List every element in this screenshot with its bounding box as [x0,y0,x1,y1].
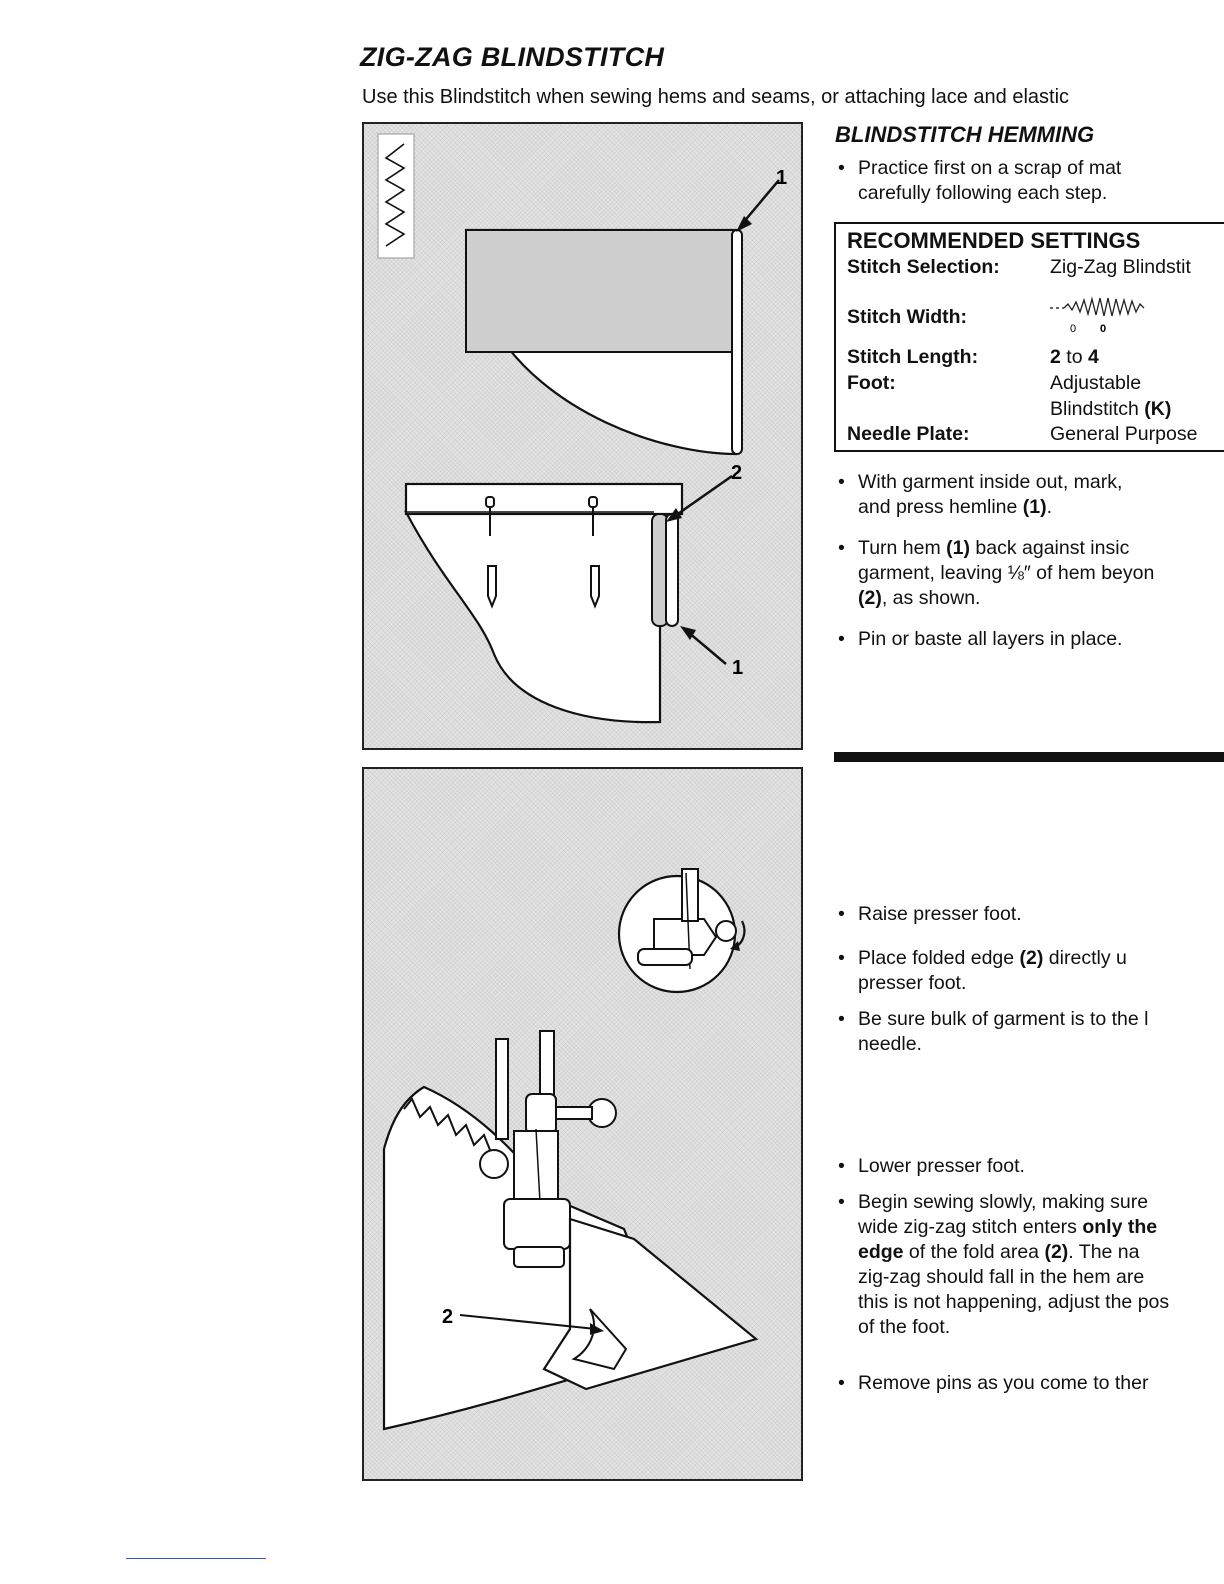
stitch-length-value: 2 to 4 [1050,346,1099,368]
garment-fabric-pinned [406,512,660,722]
callout-1-top: 1 [776,167,788,189]
adjust-knob-icon [716,921,736,941]
stitch-width-label: Stitch Width: [847,306,968,328]
callout-1-bottom: 1 [732,657,744,679]
intro-text: Use this Blindstitch when sewing hems and seams, or attaching lace and elastic [362,86,1070,108]
svg-text:0: 0 [1070,323,1077,335]
callout-arrow [688,632,726,664]
callout-2-sewing: 2 [442,1306,454,1328]
section-heading: BLINDSTITCH HEMMING [835,122,1095,147]
needle-plate-label: Needle Plate: [847,423,970,445]
settings-header: RECOMMENDED SETTINGS [847,228,1141,253]
stitch-width-dial-icon [1048,292,1158,336]
needle-plate-value: General Purpose [1050,423,1198,445]
page-title: ZIG-ZAG BLINDSTITCH [360,42,665,72]
footer-line [126,1558,266,1559]
callout-2: 2 [731,462,743,484]
fold-top [406,484,682,514]
stitch-length-label: Stitch Length: [847,346,979,368]
foot-value-line2: Blindstitch (K) [1050,398,1172,420]
presser-foot-diagram [364,769,801,1479]
recommended-settings-box [834,222,1224,452]
foot-label: Foot: [847,372,896,394]
section-divider [834,752,1224,762]
svg-text:0: 0 [1100,323,1107,335]
sewing-machine-illustration [362,767,803,1481]
foot-adjust-inset [619,869,744,992]
needle-plate [544,1219,756,1389]
hem-preparation-illustration [362,122,803,750]
stitch-selection-label: Stitch Selection: [847,256,1000,278]
callout-arrow [742,180,779,224]
hem-allowance-area [466,230,736,352]
stitch-selection-value: Zig-Zag Blindstit [1050,256,1191,278]
foot-value-line1: Adjustable [1050,372,1142,394]
hem-diagram [364,124,801,748]
